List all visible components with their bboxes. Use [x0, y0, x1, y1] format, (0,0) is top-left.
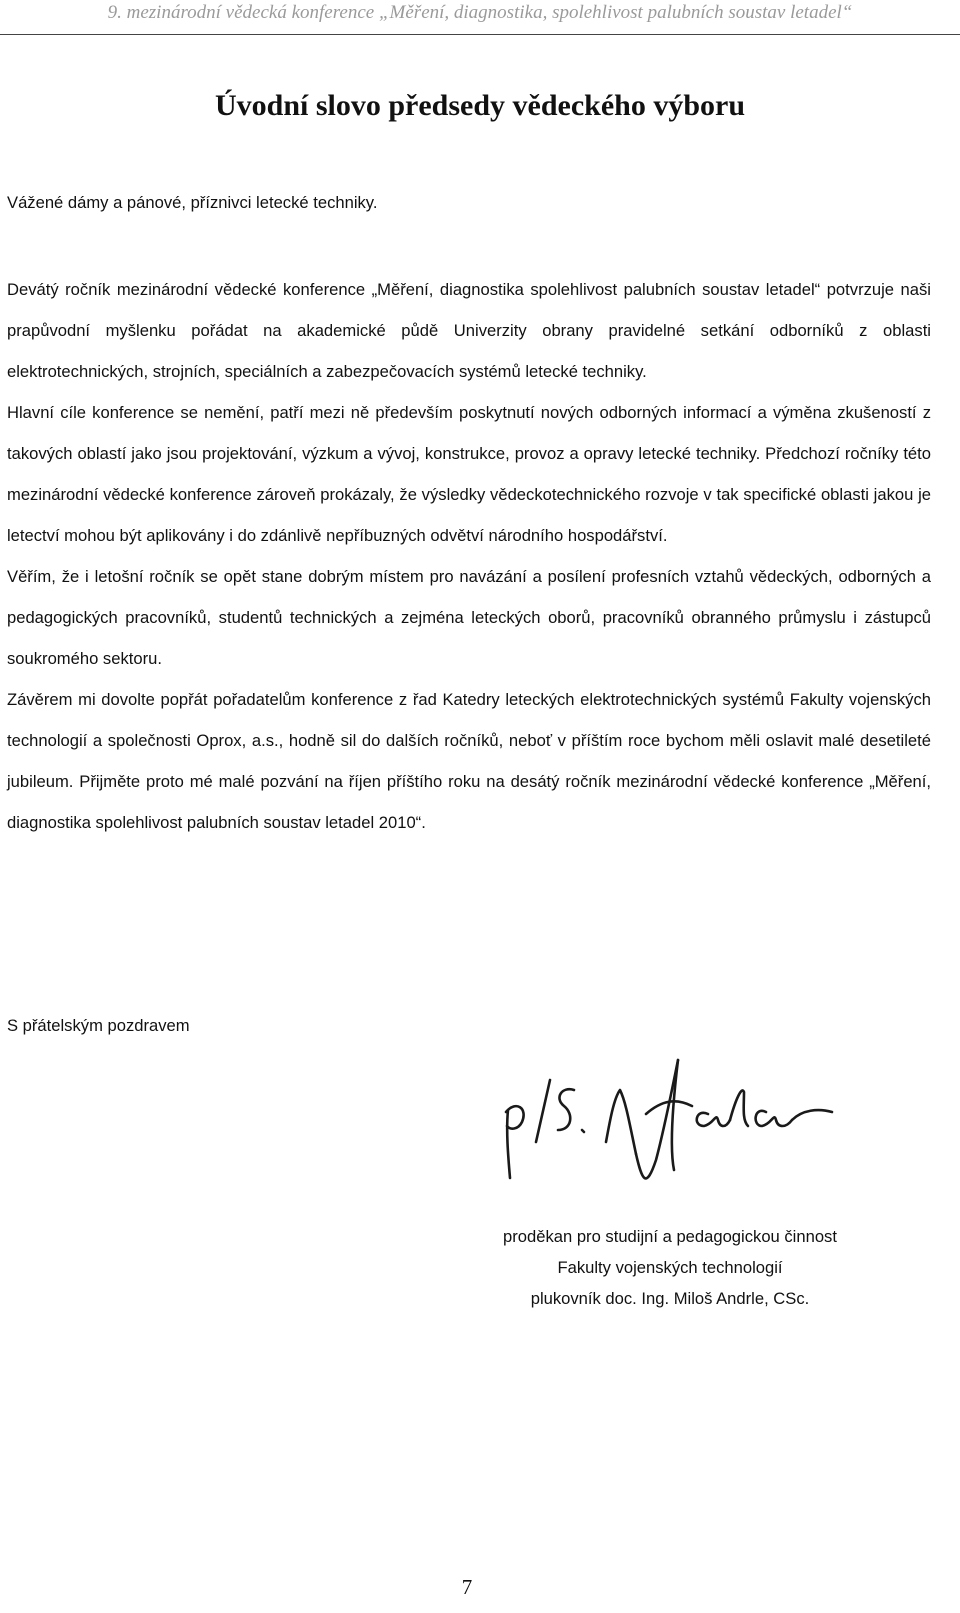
letter-body [7, 269, 931, 843]
paragraph-3: Věřím, že i letošní ročník se opět stane dobrým místem pro navázání a posílení profesních vztahů vědeckých, odborných a pedagogických pracovníků, studentů technických a zejména leteckých oborů, pracovníků obranného průmyslu i zástupců soukromého sektoru. [7, 567, 931, 668]
handwritten-signature [496, 1050, 856, 1200]
signatory-block [440, 1221, 900, 1314]
page-number: 7 [461, 1575, 473, 1599]
paragraph-4: Závěrem mi dovolte popřát pořadatelům konference z řad Katedry leteckých elektrotechnických systémů Fakulty vojenských technologií a společnosti Oprox, a.s., hodně sil do dalších ročníků, neboť v příštím roce bychom měli oslavit malé desetileté jubileum. Přijměte proto mé malé pozvání na říjen příštího roku na desátý ročník mezinárodní vědecké konference „Měření, diagnostika spolehlivost palubních soustav letadel 2010“. [7, 690, 931, 832]
paragraph-1: Devátý ročník mezinárodní vědecké konference „Měření, diagnostika spolehlivost palubních soustav letadel“ potvrzuje naši prapůvodní myšlenku pořádat na akademické půdě Univerzity obrany pravidelné setkání odborníků z oblasti elektrotechnických, strojních, speciálních a zabezpečovacích systémů letecké techniky. [7, 280, 931, 381]
closing-line: S přátelským pozdravem [7, 1016, 190, 1035]
salutation: Vážené dámy a pánové, příznivci letecké techniky. [7, 193, 378, 212]
header-rule [0, 34, 960, 35]
paragraph-2: Hlavní cíle konference se nemění, patří mezi ně především poskytnutí nových odborných informací a výměna zkušeností z takových oblastí jako jsou projektování, výzkum a vývoj, konstrukce, provoz a opravy letecké techniky. Předchozí ročníky této mezinárodní vědecké konference zároveň prokázaly, že výsledky vědeckotechnického rozvoje v tak specifické oblasti jakou je letectví mohou být aplikovány i do zdánlivě nepříbuzných odvětví národního hospodářství. [7, 403, 931, 545]
signatory-faculty: Fakulty vojenských technologií [557, 1258, 783, 1277]
running-header: 9. mezinárodní vědecká konference „Měření, diagnostika, spolehlivost palubních soustav letadel“ [107, 2, 853, 23]
signatory-name: plukovník doc. Ing. Miloš Andrle, CSc. [530, 1289, 810, 1308]
signatory-role: proděkan pro studijní a pedagogickou činnost [503, 1227, 837, 1246]
page-title: Úvodní slovo předsedy vědeckého výboru [214, 89, 746, 122]
